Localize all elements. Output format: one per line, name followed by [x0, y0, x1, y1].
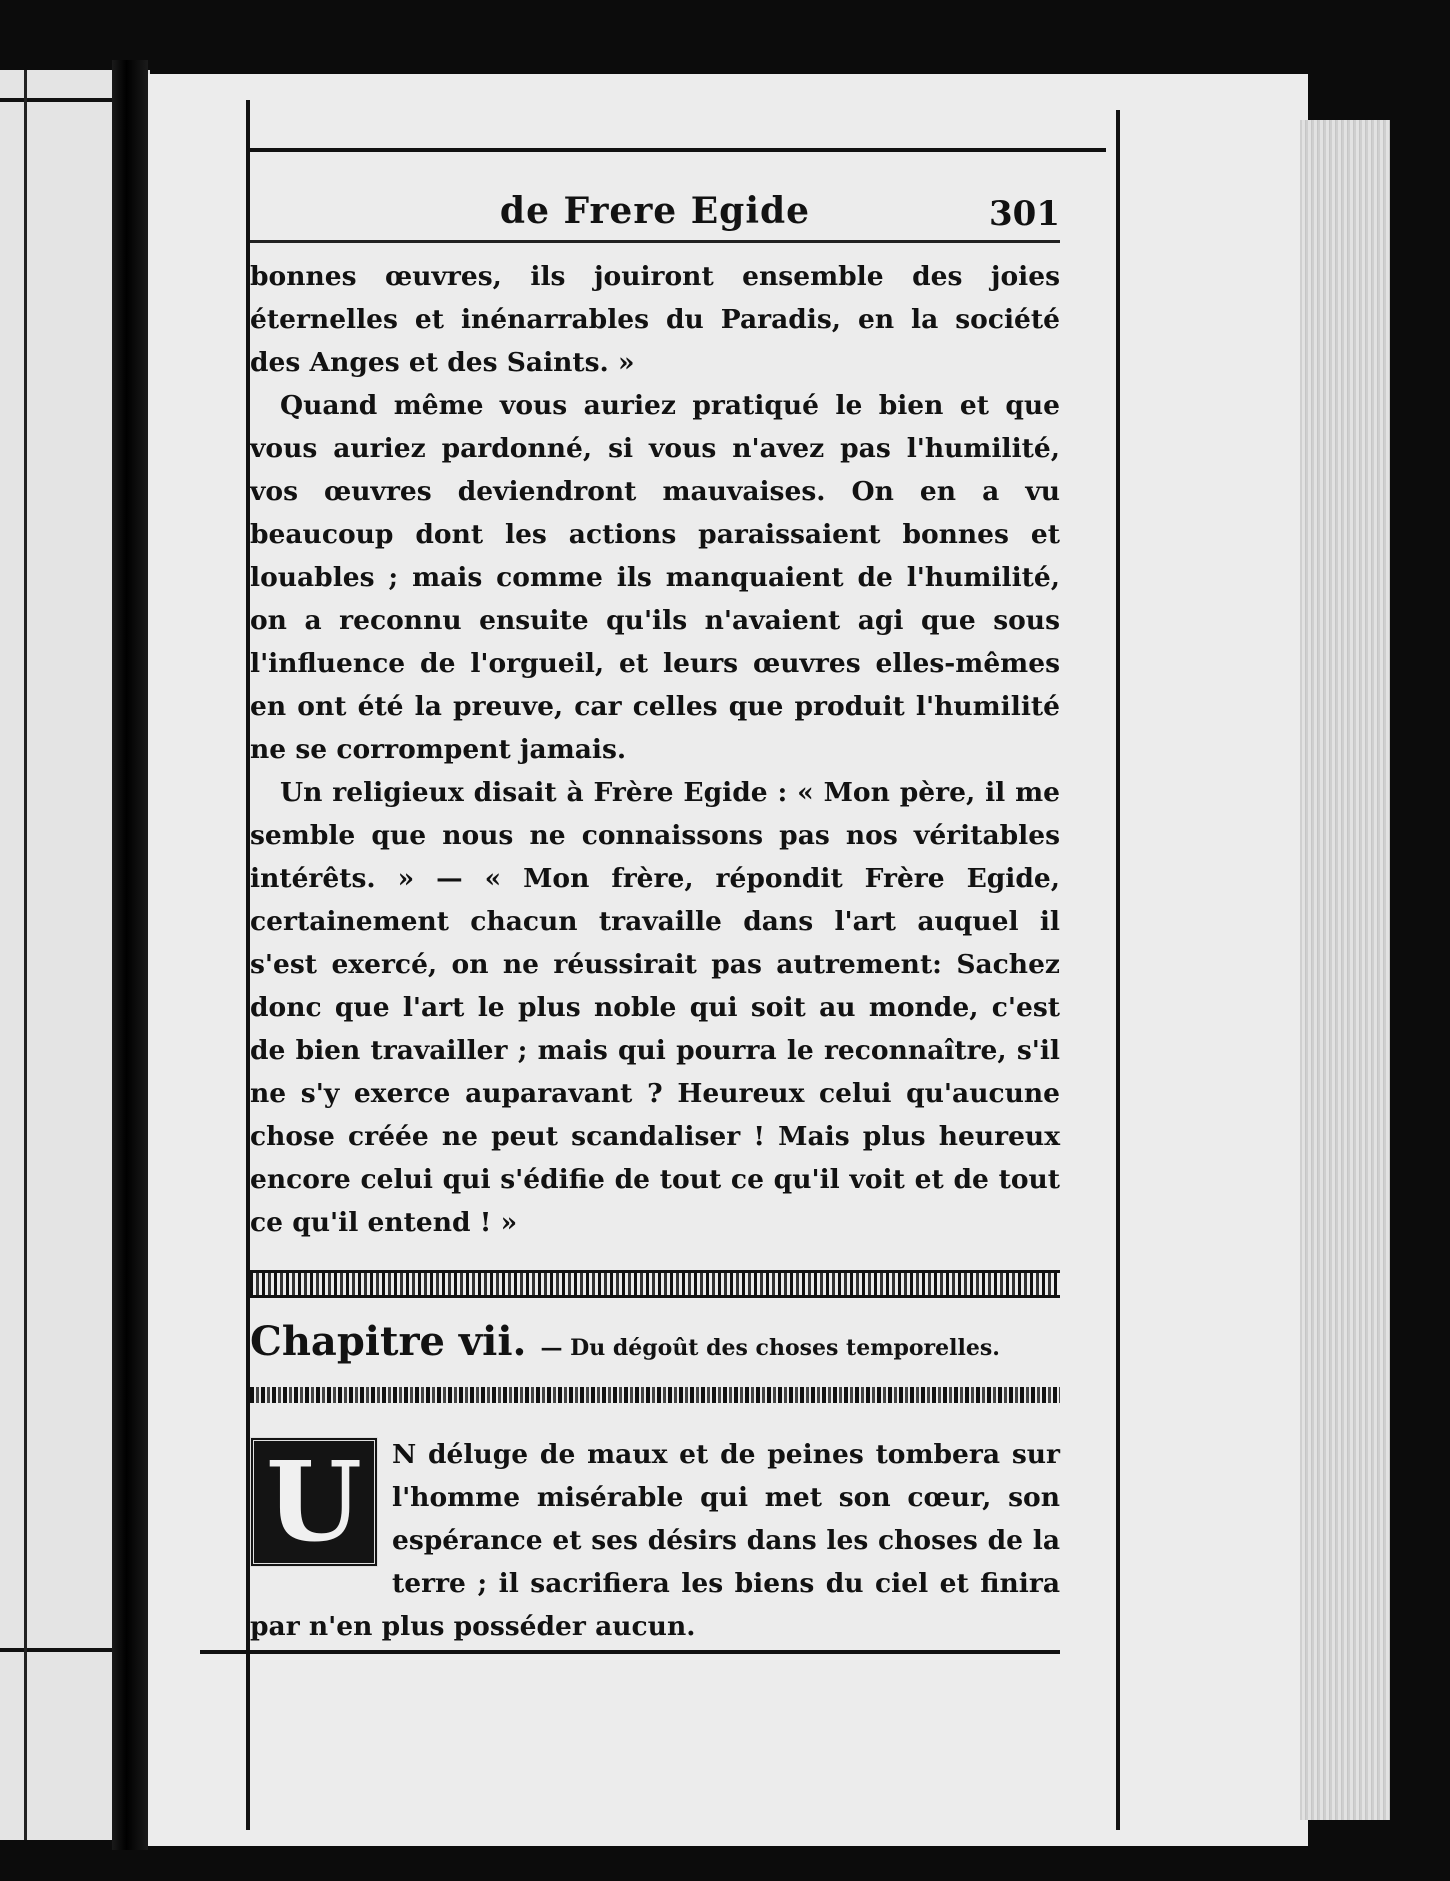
- book-gutter: [112, 60, 148, 1850]
- dropcap-initial: U: [250, 1437, 378, 1567]
- chapter-paragraph: N déluge de maux et de peines tombera sur l'homme misérable qui met son cœur, son espérance et ses désirs dans les choses de la terre ; il sacrifiera les biens du ciel et finira par n'en plus posséder aucun.: [250, 1439, 1060, 1642]
- chapter-heading: [250, 1318, 1060, 1365]
- chapter-title: — Du dégoût des choses temporelles.: [540, 1335, 1000, 1361]
- page-frame-bottom: [200, 1650, 1060, 1654]
- page-frame-right: [1116, 110, 1120, 1830]
- page-stack-edge: [1300, 120, 1390, 1820]
- paragraph-religieux: Un religieux disait à Frère Egide : « Mon père, il me semble que nous ne connaissons pas nos véritables intérêts. » — « Mon frère, répondit Frère Egide, certainement chacun travaille dans l'art auquel il s'est exercé, on ne réussirait pas autrement: Sachez donc que l'art le plus noble qui soit au monde, c'est de bien travailler ; mais qui pourra le reconnaître, s'il ne s'y exerce auparavant ? Heureux celui qu'aucune chose créée ne peut scandaliser ! Mais plus heureux encore celui qui s'édifie de tout ce qu'il voit et de tout ce qu'il entend ! »: [250, 777, 1060, 1238]
- running-head: de Frere Egide: [499, 190, 811, 232]
- page-frame-top: [246, 148, 1106, 152]
- chapter-opening: [250, 1433, 1060, 1648]
- page-header: [250, 180, 1060, 243]
- previous-page-frame-line: [24, 70, 27, 1840]
- paragraph-continuation: bonnes œuvres, ils jouiront ensemble des joies éternelles et inénarrables du Paradis, en la société des Anges et des Saints. »: [250, 261, 1060, 378]
- ornamental-rule: [250, 1387, 1060, 1403]
- chapter-label: Chapitre vii.: [250, 1318, 527, 1365]
- page-number: 301: [989, 194, 1060, 234]
- page-content: [250, 180, 1060, 1648]
- paragraph-humility: Quand même vous auriez pratiqué le bien et que vous auriez pardonné, si vous n'avez pas l'humilité, vos œuvres deviendront mauvaises. On en a vu beaucoup dont les actions paraissaient bonnes et louables ; mais comme ils manquaient de l'humilité, on a reconnu ensuite qu'ils n'avaient agi que sous l'influence de l'orgueil, et leurs œuvres elles-mêmes en ont été la preuve, car celles que produit l'humilité ne se corrompent jamais.: [250, 390, 1060, 765]
- ornamental-band: [250, 1270, 1060, 1298]
